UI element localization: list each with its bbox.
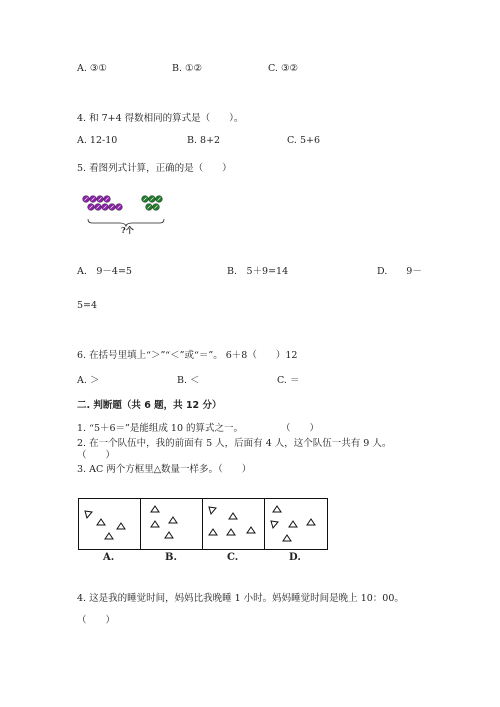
q5-option-d-wrap: 5=4 [77,300,98,311]
q3-option-b: B. ①② [172,63,203,74]
box-a [79,499,141,549]
triangles-b [141,499,202,549]
q5-option-b: B. 5＋9=14 [227,266,289,277]
judge-item-4: 4. 这是我的睡觉时间，妈妈比我晚睡 1 小时。妈妈睡觉时间是晚上 10：00。 [77,593,404,604]
box-label-b: B. [165,552,177,563]
q6-option-c: C. ＝ [277,375,300,386]
judge-item-1: 1. “5＋6＝”是能组成 10 的算式之一。 （ ） [77,423,320,434]
judge-item-4-answer: （ ） [77,615,116,626]
triangles-d [265,499,326,549]
q5-figure-label: ?个 [121,225,134,235]
judge-item-3: 3. AC 两个方框里△数量一样多。（ ） [77,464,252,475]
q4-question: 4. 和 7+4 得数相同的算式是（ ）。 [77,113,244,124]
q4-option-a: A. 12-10 [77,135,118,146]
q3-option-a: A. ③① [77,63,107,74]
box-b [141,499,203,549]
triangles-c [203,499,264,549]
q4-option-b: B. 8+2 [187,135,221,146]
box-c [203,499,265,549]
q5-question: 5. 看图列式计算，正确的是（ ） [77,163,232,174]
triangle-boxes [78,498,328,550]
box-label-d: D. [289,552,301,563]
box-d [265,499,326,549]
q6-option-b: B. ＜ [177,375,200,386]
q5-option-a: A. 9－4=5 [77,266,132,277]
q5-option-d: D. 9－ [377,266,422,277]
q6-option-a: A. ＞ [77,375,100,386]
section-title: 二. 判断题（共 6 题，共 12 分） [77,400,222,411]
box-label-c: C. [227,552,239,563]
judge-item-2: 2. 在一个队伍中，我的前面有 5 人，后面有 4 人，这个队伍一共有 9 人。 [77,438,392,449]
q4-option-c: C. 5+6 [287,135,321,146]
triangles-a [79,499,140,549]
q6-question: 6. 在括号里填上“＞”“＜”或“＝”。 6＋8（ ）12 [77,350,298,361]
q3-option-c: C. ③② [268,63,299,74]
box-label-a: A. [103,552,115,563]
judge-item-2-answer: （ ） [77,450,116,461]
